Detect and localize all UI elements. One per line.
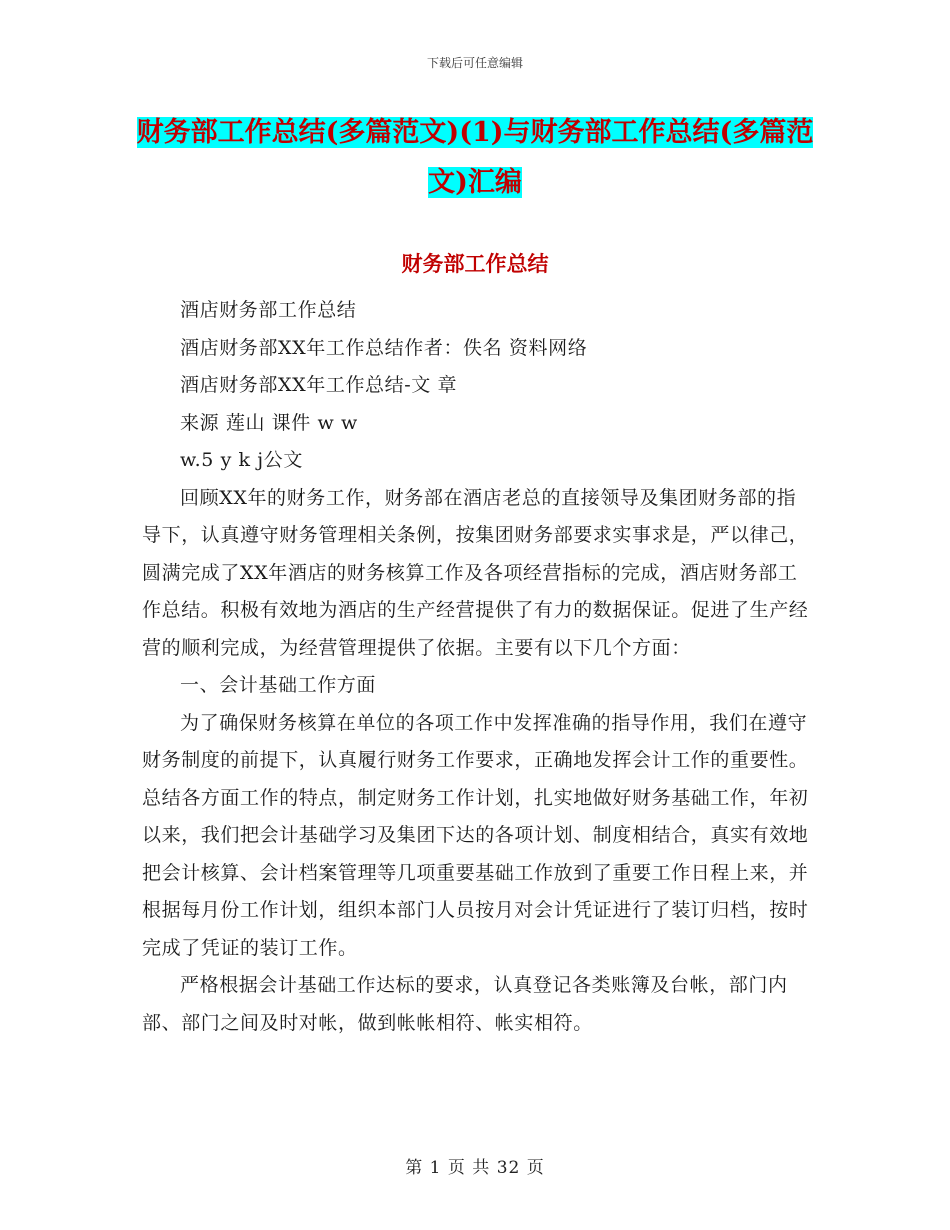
paragraph: 来源 莲山 课件 w w — [180, 411, 358, 434]
document-title-text: 财务部工作总结(多篇范文)(1)与财务部工作总结(多篇范文)汇编 — [136, 117, 814, 198]
page-number-footer: 第 1 页 共 32 页 — [405, 1158, 545, 1178]
paragraph: 严格根据会计基础工作达标的要求，认真登记各类账簿及台帐，部门内部、部门之间及时对帐，做到帐帐相符、帐实相符。 — [142, 974, 788, 1034]
paragraph: w.5 y k j公文 — [180, 449, 303, 471]
page-header-note: 下载后可任意编辑 — [426, 56, 523, 70]
document-body — [142, 292, 810, 1042]
paragraph: 为了确保财务核算在单位的各项工作中发挥准确的指导作用，我们在遵守财务制度的前提下，认真履行财务工作要求，正确地发挥会计工作的重要性。总结各方面工作的特点，制定财务工作计划，扎实地做好财务基础工作，年初以来，我们把会计基础学习及集团下达的各项计划、制度相结合，真实有效地把会计核算、会计档案管理等几项重要基础工作放到了重要工作日程上来，并根据每月份工作计划，组织本部门人员按月对会计凭证进行了装订归档，按时完成了凭证的装订工作。 — [142, 711, 809, 959]
paragraph: 酒店财务部XX年工作总结作者：佚名 资料网络 — [180, 336, 588, 359]
paragraph: 酒店财务部XX年工作总结-文 章 — [180, 374, 458, 396]
paragraph: 回顾XX年的财务工作，财务部在酒店老总的直接领导及集团财务部的指导下，认真遵守财务管理相关条例，按集团财务部要求实事求是，严以律己，圆满完成了XX年酒店的财务核算工作及各项经营指标的完成，酒店财务部工作总结。积极有效地为酒店的生产经营提供了有力的数据保证。促进了生产经营的顺利完成，为经营管理提供了依据。主要有以下几个方面： — [142, 486, 809, 659]
paragraph: 一、会计基础工作方面 — [180, 674, 377, 696]
document-title — [120, 108, 830, 208]
paragraph: 酒店财务部工作总结 — [180, 299, 357, 321]
section-title: 财务部工作总结 — [401, 251, 549, 276]
